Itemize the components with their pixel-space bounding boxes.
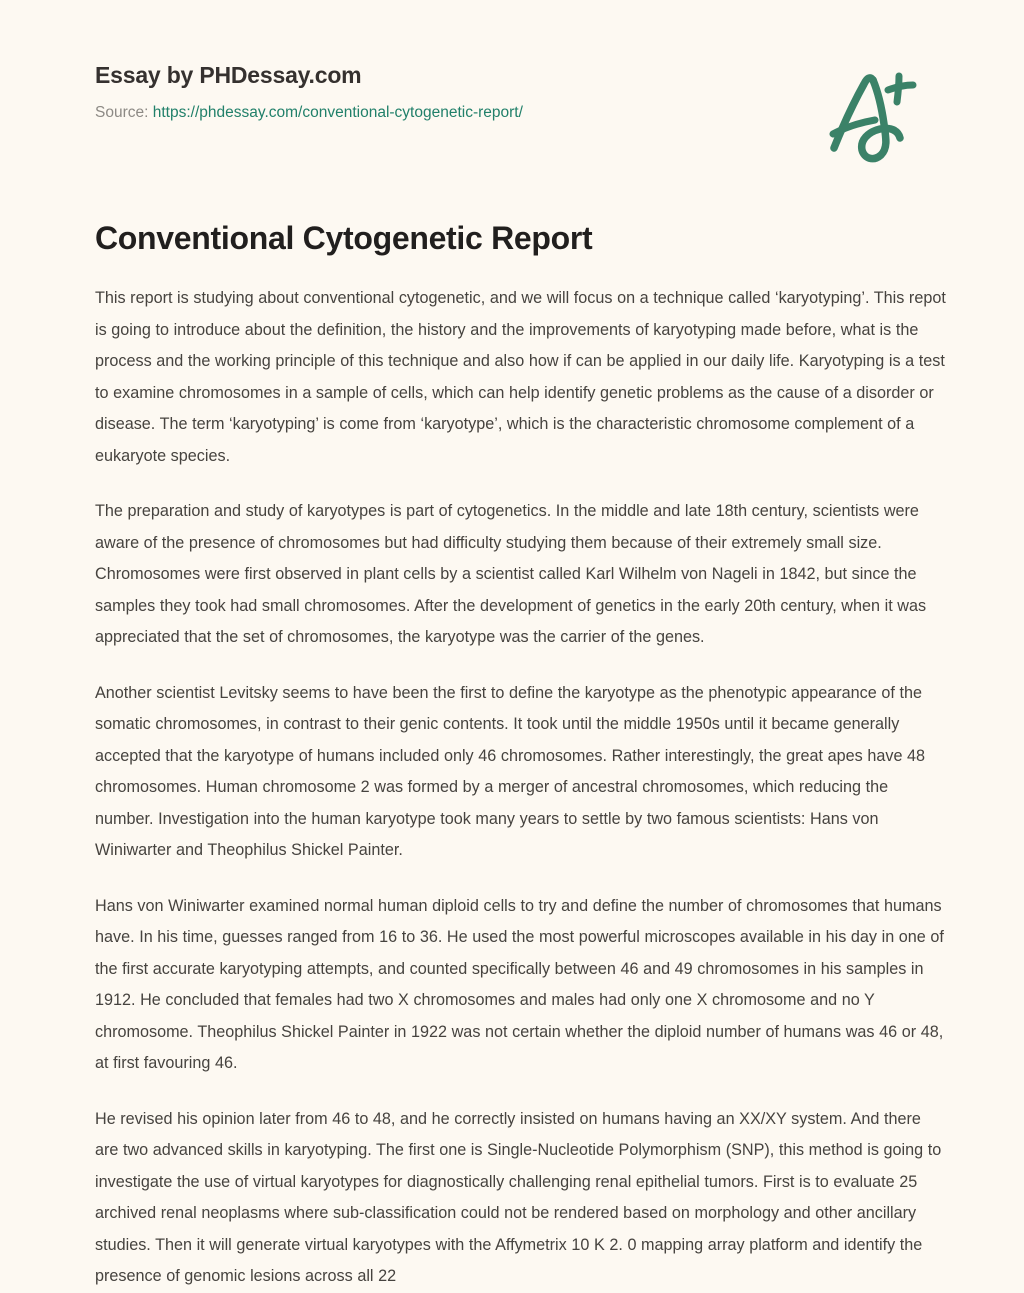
source-line <box>95 103 945 123</box>
source-url-link[interactable]: https://phdessay.com/conventional-cytogenetic-report/ <box>152 103 523 121</box>
source-label: Source: <box>95 103 149 121</box>
paragraph: Another scientist Levitsky seems to have been the first to define the karyotype as the phenotypic appearance of the somatic chromosomes, in contrast to their genic contents. It took until the middle 1950s until it became generally accepted that the karyotype of humans included only 46 chromosomes. Rather interestingly, the great apes have 48 chromosomes. Human chromosome 2 was formed by a merger of ancestral chromosomes, which reducing the number. Investigation into the human karyotype took many years to settle by two famous scientists: Hans von Winiwarter and Theophilus Shickel Painter. <box>95 683 926 859</box>
article-body <box>95 283 947 1293</box>
paragraph: Hans von Winiwarter examined normal human diploid cells to try and define the number of chromosomes that humans have. In his time, guesses ranged from 16 to 36. He used the most powerful microscopes available in his day in one of the first accurate karyotyping attempts, and counted specifically between 46 and 49 chromosomes in his samples in 1912. He concluded that females had two X chromosomes and males had only one X chromosome and no Y chromosome. Theophilus Shickel Painter in 1922 was not certain whether the diploid number of humans was 46 or 48, at first favouring 46. <box>95 896 944 1072</box>
paragraph: He revised his opinion later from 46 to 48, and he correctly insisted on humans having an XX/XY system. And there are two advanced skills in karyotyping. The first one is Single-Nucleotide Polymorphism (SNP), this method is going to investigate the use of virtual karyotypes for diagnostically challenging renal epithelial tumors. First is to evaluate 25 archived renal neoplasms where sub-classification could not be rendered based on morphology and other ancillary studies. Then it will generate virtual karyotypes with the Affymetrix 10 K 2. 0 mapping array platform and identify the presence of genomic lesions across all 22 <box>95 1109 942 1285</box>
paragraph: This report is studying about conventional cytogenetic, and we will focus on a technique called ‘karyotyping’. This repot is going to introduce about the definition, the history and the improvements of karyotyping made before, what is the process and the working principle of this technique and also how if can be applied in our daily life. Karyotyping is a test to examine chromosomes in a sample of cells, which can help identify genetic problems as the cause of a disorder or disease. The term ‘karyotyping’ is come from ‘karyotype’, which is the characteristic chromosome complement of a eukaryote species. <box>95 289 946 465</box>
paragraph: The preparation and study of karyotypes is part of cytogenetics. In the middle and late 18th century, scientists were aware of the presence of chromosomes but had difficulty studying them because of their extremely small size. Chromosomes were first observed in plant cells by a scientist called Karl Wilhelm von Nageli in 1842, but since the samples they took had small chromosomes. After the development of genetics in the early 20th century, when it was appreciated that the set of chromosomes, the karyotype was the carrier of the genes. <box>95 502 927 646</box>
page-header <box>95 62 945 123</box>
page-title: Conventional Cytogenetic Report <box>95 220 593 256</box>
brand-title: Essay by PHDessay.com <box>95 62 362 88</box>
